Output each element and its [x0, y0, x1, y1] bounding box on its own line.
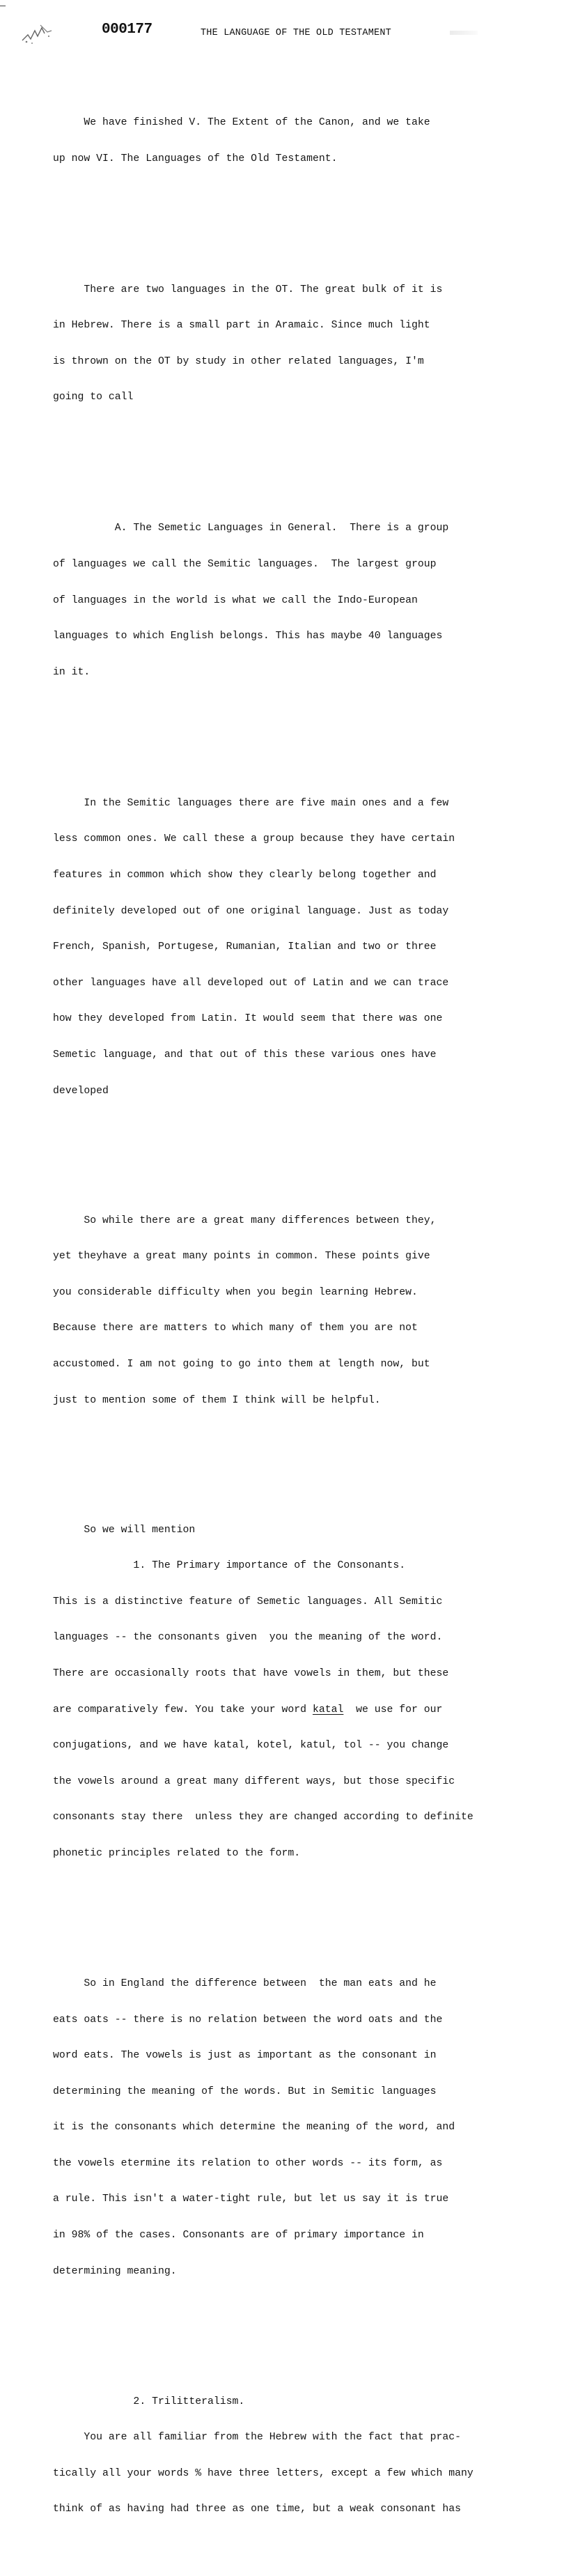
text-line: determining meaning. — [53, 2265, 177, 2277]
paragraph — [53, 1191, 554, 1430]
text-line: In the Semitic languages there are five main ones and a few — [53, 797, 449, 809]
text-line: is thrown on the OT by study in other related languages, I'm — [53, 355, 424, 367]
text-line: So we will mention — [53, 1524, 196, 1536]
text-line: of languages in the world is what we call the Indo-European — [53, 594, 418, 606]
text-line: tically all your words % have three letters, except a few which many — [53, 2467, 473, 2479]
document-number: 000177 — [102, 22, 152, 38]
text-line: determining the meaning of the words. But in Semitic languages — [53, 2085, 437, 2097]
paragraph — [53, 1954, 554, 2302]
paragraph — [53, 93, 554, 190]
text-line: think of as having had three as one time, but a weak consonant has — [53, 2504, 462, 2515]
text-line: in Hebrew. There is a small part in Aramaic. Since much light — [53, 320, 430, 332]
text-line: This is a distinctive feature of Semetic languages. All Semitic — [53, 1596, 443, 1607]
text-line: the vowels etermine its relation to other words -- its form, as — [53, 2157, 443, 2169]
text-line-with-underline: are comparatively few. You take your word katal we use for our — [53, 1704, 443, 1715]
text-line: the vowels around a great many different ways, but those specific — [53, 1775, 455, 1787]
text-line: in 98% of the cases. Consonants are of primary importance in — [53, 2230, 424, 2242]
text-line: less common ones. We call these a group because they have certain — [53, 833, 455, 845]
text-line: features in common which show they clearly belong together and — [53, 870, 437, 881]
text-line: consonants stay there unless they are changed according to definite — [53, 1812, 473, 1823]
text-line: definitely developed out of one original language. Just as today — [53, 905, 449, 917]
text-line: So while there are a great many differences between they, — [53, 1214, 437, 1226]
text-line: So in England the difference between the man eats and he — [53, 1977, 437, 1989]
text-line: how they developed from Latin. It would seem that there was one — [53, 1013, 443, 1025]
text-line: There are two languages in the OT. The great bulk of it is — [53, 284, 443, 295]
text-line: phonetic principles related to the form. — [53, 1847, 301, 1859]
section-heading: 1. The Primary importance of the Consonants. — [53, 1560, 406, 1572]
text-line: Semetic language, and that out of this these various ones have — [53, 1049, 437, 1061]
text-line: going to call — [53, 392, 134, 403]
text-line: conjugations, and we have katal, kotel, katul, tol -- you change — [53, 1740, 449, 1752]
text-line: languages to which English belongs. This has maybe 40 languages — [53, 631, 443, 642]
text-line: developed — [53, 1085, 109, 1097]
text-line: You are all familiar from the Hebrew with the fact that prac- — [53, 2432, 462, 2444]
text-line: it is the consonants which determine the meaning of the word, and — [53, 2122, 455, 2134]
underlined-word: katal — [312, 1704, 344, 1715]
text-line: languages -- the consonants given you the meaning of the word. — [53, 1632, 443, 1644]
text-line: just to mention some of them I think will be helpful. — [53, 1394, 381, 1406]
text-line: word eats. The vowels is just as important as the consonant in — [53, 2050, 437, 2062]
section-heading: 2. Trilitteralism. — [53, 2396, 245, 2407]
text-line: Because there are matters to which many of them you are not — [53, 1322, 418, 1334]
paragraph — [53, 2372, 554, 2540]
text-line: a rule. This isn't a water-tight rule, but let us say it is true — [53, 2193, 449, 2205]
document-title: THE LANGUAGE OF THE OLD TESTAMENT — [201, 28, 391, 38]
text-line: French, Spanish, Portugese, Rumanian, Italian and two or three — [53, 941, 437, 953]
paragraph — [53, 773, 554, 1121]
bleed-through-smudge — [450, 31, 478, 35]
body-text — [53, 57, 554, 2576]
scan-scribble-icon — [19, 22, 56, 46]
text-line: A. The Semetic Languages in General. There is a group — [53, 523, 449, 534]
text-line: up now VI. The Languages of the Old Testament. — [53, 153, 338, 164]
text-line: accustomed. I am not going to go into them at length now, but — [53, 1358, 430, 1370]
paragraph — [53, 1500, 554, 1883]
text-line: yet theyhave a great many points in common. These points give — [53, 1251, 430, 1263]
text-line: eats oats -- there is no relation between the word oats and the — [53, 2014, 443, 2026]
text-line: There are occasionally roots that have vowels in them, but these — [53, 1667, 449, 1679]
text-line: We have finished V. The Extent of the Canon, and we take — [53, 117, 430, 129]
paragraph — [53, 260, 554, 428]
text-line: other languages have all developed out of Latin and we can trace — [53, 977, 449, 989]
text-line: you considerable difficulty when you begin learning Hebrew. — [53, 1286, 418, 1298]
text-line: of languages we call the Semitic languages. The largest group — [53, 559, 437, 571]
text-line: in it. — [53, 666, 91, 678]
paragraph — [53, 499, 554, 702]
